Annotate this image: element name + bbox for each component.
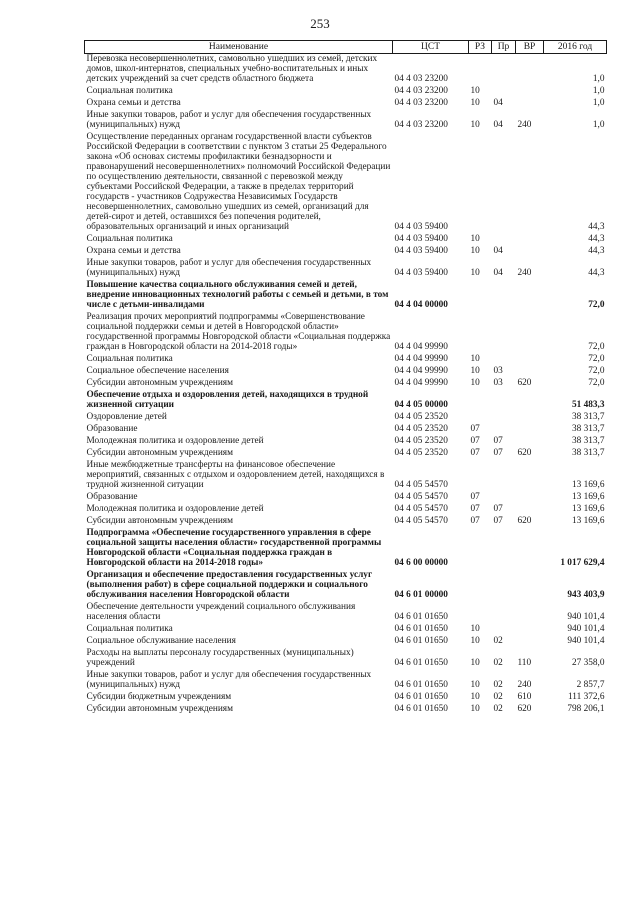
table-row [85, 110, 607, 132]
row-name: Охрана семьи и детства [86, 98, 181, 108]
row-pr [492, 424, 516, 436]
row-cst: 04 6 01 01650 [394, 624, 448, 634]
row-cst: 04 6 01 00000 [394, 590, 448, 600]
budget-table [84, 40, 607, 716]
row-amount: 13 169,6 [571, 480, 605, 490]
row-amount: 38 313,7 [571, 412, 605, 422]
row-cst: 04 4 03 23200 [394, 74, 448, 84]
row-vr: 240 [517, 268, 532, 278]
row-name: Повышение качества социального обслуживания семей и детей, внедрение инновационных технологий работы с семьей и детьми, в том числе с детьми-инвалидами [86, 280, 389, 310]
row-pr [492, 234, 516, 246]
row-vr [516, 602, 544, 624]
row-rz: 10 [470, 86, 480, 96]
row-cst: 04 4 03 23200 [394, 98, 448, 108]
table-row [85, 86, 607, 98]
row-amount: 72,0 [588, 366, 605, 376]
row-pr: 07 [493, 504, 503, 514]
row-cst: 04 4 03 23200 [394, 86, 448, 96]
row-amount: 13 169,6 [571, 504, 605, 514]
row-vr [516, 312, 544, 354]
row-name: Реализация прочих мероприятий подпрограммы «Совершенствование социальной поддержки семьи и детей в Новгородской области» государственной программы Новгородской области «Социальная поддержка граждан в Новгородской области на 2014-2018 годы» [86, 312, 391, 352]
row-cst: 04 6 01 01650 [394, 704, 448, 714]
table-row [85, 390, 607, 412]
row-vr: 610 [517, 692, 532, 702]
row-amount: 72,0 [588, 354, 605, 364]
row-name: Иные закупки товаров, работ и услуг для обеспечения государственных (муниципальных) нужд [86, 670, 372, 690]
table-row [85, 378, 607, 390]
row-cst: 04 6 01 01650 [394, 680, 448, 690]
row-vr [516, 54, 544, 87]
row-rz: 10 [470, 704, 480, 714]
row-rz: 10 [470, 268, 480, 278]
row-cst: 04 4 04 99990 [394, 342, 448, 352]
row-pr: 07 [493, 516, 503, 526]
row-amount: 798 206,1 [567, 704, 605, 714]
table-row [85, 132, 607, 234]
row-rz: 10 [470, 692, 480, 702]
row-pr: 04 [493, 120, 503, 130]
row-rz [469, 528, 492, 570]
table-row [85, 448, 607, 460]
row-pr [492, 570, 516, 602]
row-cst: 04 6 01 01650 [394, 692, 448, 702]
row-cst: 04 4 04 99990 [394, 354, 448, 364]
row-name: Иные закупки товаров, работ и услуг для обеспечения государственных (муниципальных) нужд [86, 110, 372, 130]
row-name: Субсидии автономным учреждениям [86, 448, 233, 458]
row-cst: 04 4 05 00000 [394, 400, 448, 410]
row-vr: 620 [517, 378, 532, 388]
row-cst: 04 4 04 99990 [394, 366, 448, 376]
row-vr [516, 528, 544, 570]
row-pr: 04 [493, 246, 503, 256]
row-pr [492, 132, 516, 234]
row-pr: 02 [493, 692, 503, 702]
row-amount: 44,3 [588, 234, 605, 244]
row-cst: 04 4 05 23520 [394, 412, 448, 422]
row-name: Обеспечение деятельности учреждений социального обслуживания населения области [86, 602, 356, 622]
row-pr [492, 390, 516, 412]
row-name: Осуществление переданных органам государственной власти субъектов Российской Федерации в соответствии с пунктом 3 статьи 25 Федерального закона «Об основах системы профилактики безнадзорности и правонарушений несовершеннолетних» полномочий Российской Федерации по осуществлению деятельности, связанной с перевозкой между субъектами Российской Федерации, а также в пределах территорий государств - участников Содружества Независимых Государств несовершеннолетних, самовольно ушедших из семей, организаций для детей-сирот и детей, оставшихся без попечения родителей, образовательных организаций и иных организаций [86, 132, 391, 232]
row-rz [469, 132, 492, 234]
row-amount: 13 169,6 [571, 516, 605, 526]
row-cst: 04 4 05 54570 [394, 492, 448, 502]
table-row [85, 436, 607, 448]
table-row [85, 692, 607, 704]
row-name: Субсидии автономным учреждениям [86, 378, 233, 388]
row-rz: 10 [470, 680, 480, 690]
row-cst: 04 4 03 59400 [394, 222, 448, 232]
row-cst: 04 4 03 59400 [394, 234, 448, 244]
row-name: Иные межбюджетные трансферты на финансовое обеспечение мероприятий, связанных с отдыхом и оздоровлением детей, находящихся в трудной жизненной ситуации [86, 460, 385, 490]
header-year: 2016 год [544, 41, 607, 54]
row-pr [492, 624, 516, 636]
table-row [85, 516, 607, 528]
row-pr: 07 [493, 448, 503, 458]
row-vr [516, 412, 544, 424]
row-amount: 940 101,4 [567, 612, 605, 622]
table-row [85, 366, 607, 378]
row-name: Расходы на выплаты персоналу государственных (муниципальных) учреждений [86, 648, 354, 668]
row-rz: 07 [470, 424, 480, 434]
page-number: 253 [310, 16, 330, 31]
row-cst: 04 4 05 23520 [394, 424, 448, 434]
row-cst: 04 4 05 23520 [394, 436, 448, 446]
row-amount: 44,3 [588, 246, 605, 256]
row-vr [516, 424, 544, 436]
row-amount: 943 403,9 [567, 590, 605, 600]
row-cst: 04 4 03 23200 [394, 120, 448, 130]
row-amount: 1,0 [592, 98, 605, 108]
table-row [85, 636, 607, 648]
header-cst: ЦСТ [393, 41, 469, 54]
row-pr: 07 [493, 436, 503, 446]
row-pr [492, 54, 516, 87]
row-vr: 620 [517, 516, 532, 526]
row-vr [516, 132, 544, 234]
row-rz: 10 [470, 658, 480, 668]
table-body [85, 54, 607, 717]
row-name: Образование [86, 492, 138, 502]
row-vr: 110 [517, 658, 532, 668]
row-amount: 72,0 [588, 342, 605, 352]
row-vr [516, 504, 544, 516]
row-cst: 04 6 00 00000 [394, 558, 448, 568]
row-rz [469, 390, 492, 412]
row-name: Социальная политика [86, 624, 173, 634]
row-pr [492, 528, 516, 570]
row-pr [492, 460, 516, 492]
header-name: Наименование [85, 41, 393, 54]
table-row [85, 648, 607, 670]
row-name: Организация и обеспечение предоставления государственных услуг (выполнения работ) в сфере социальной поддержки и социального обслуживания населения Новгородской области [86, 570, 373, 600]
row-rz: 10 [470, 378, 480, 388]
row-cst: 04 6 01 01650 [394, 636, 448, 646]
row-cst: 04 4 05 54570 [394, 516, 448, 526]
row-name: Образование [86, 424, 138, 434]
table-row [85, 412, 607, 424]
row-amount: 51 483,3 [571, 400, 605, 410]
row-vr [516, 246, 544, 258]
row-rz: 10 [470, 624, 480, 634]
row-name: Социальная политика [86, 354, 173, 364]
row-vr [516, 234, 544, 246]
row-vr [516, 492, 544, 504]
row-amount: 13 169,6 [571, 492, 605, 502]
row-amount: 38 313,7 [571, 448, 605, 458]
row-pr: 02 [493, 636, 503, 646]
row-amount: 1,0 [592, 74, 605, 84]
row-amount: 44,3 [588, 222, 605, 232]
row-amount: 72,0 [588, 300, 605, 310]
row-name: Социальная политика [86, 86, 173, 96]
row-amount: 1 017 629,4 [560, 558, 605, 568]
table-row [85, 704, 607, 716]
row-pr: 02 [493, 680, 503, 690]
row-rz: 10 [470, 234, 480, 244]
row-pr: 03 [493, 366, 503, 376]
row-name: Молодежная политика и оздоровление детей [86, 436, 264, 446]
table-row [85, 54, 607, 87]
row-rz: 07 [470, 504, 480, 514]
table-row [85, 602, 607, 624]
table-row [85, 492, 607, 504]
row-rz: 07 [470, 436, 480, 446]
row-pr [492, 86, 516, 98]
row-name: Молодежная политика и оздоровление детей [86, 504, 264, 514]
row-name: Перевозка несовершеннолетних, самовольно ушедших из семей, детских домов, школ-интернатов, специальных учебно-воспитательных и иных детских учреждений за счет средств областного бюджета [86, 54, 378, 84]
row-name: Обеспечение отдыха и оздоровления детей, находящихся в трудной жизненной ситуации [86, 390, 369, 410]
row-cst: 04 4 05 54570 [394, 504, 448, 514]
row-amount: 38 313,7 [571, 436, 605, 446]
table-row [85, 504, 607, 516]
row-vr [516, 354, 544, 366]
header-pr: Пр [492, 41, 516, 54]
row-rz [469, 312, 492, 354]
row-vr [516, 98, 544, 110]
row-vr: 240 [517, 680, 532, 690]
row-rz [469, 460, 492, 492]
table-row [85, 312, 607, 354]
row-pr [492, 602, 516, 624]
row-vr [516, 570, 544, 602]
row-pr: 03 [493, 378, 503, 388]
table-row [85, 570, 607, 602]
row-name: Иные закупки товаров, работ и услуг для обеспечения государственных (муниципальных) нужд [86, 258, 372, 278]
row-vr [516, 636, 544, 648]
row-name: Социальное обслуживание населения [86, 636, 236, 646]
row-amount: 940 101,4 [567, 624, 605, 634]
row-cst: 04 6 01 01650 [394, 658, 448, 668]
row-cst: 04 4 03 59400 [394, 246, 448, 256]
row-rz [469, 280, 492, 312]
table-header [85, 41, 607, 54]
table-row [85, 258, 607, 280]
row-cst: 04 6 01 01650 [394, 612, 448, 622]
table-row [85, 280, 607, 312]
row-pr [492, 312, 516, 354]
row-vr [516, 86, 544, 98]
row-amount: 1,0 [592, 86, 605, 96]
row-rz: 07 [470, 516, 480, 526]
table-row [85, 528, 607, 570]
table-row [85, 424, 607, 436]
row-amount: 27 358,0 [571, 658, 605, 668]
row-vr: 240 [517, 120, 532, 130]
row-amount: 72,0 [588, 378, 605, 388]
row-amount: 38 313,7 [571, 424, 605, 434]
row-pr [492, 492, 516, 504]
table-row [85, 670, 607, 692]
row-rz [469, 54, 492, 87]
row-cst: 04 4 05 23520 [394, 448, 448, 458]
row-vr: 620 [517, 448, 532, 458]
row-rz [469, 570, 492, 602]
row-pr: 02 [493, 658, 503, 668]
row-name: Оздоровление детей [86, 412, 167, 422]
row-amount: 44,3 [588, 268, 605, 278]
row-rz [469, 412, 492, 424]
row-name: Социальная политика [86, 234, 173, 244]
row-name: Субсидии автономным учреждениям [86, 704, 233, 714]
row-vr [516, 390, 544, 412]
row-rz: 10 [470, 366, 480, 376]
row-vr [516, 366, 544, 378]
row-amount: 1,0 [592, 120, 605, 130]
row-rz: 10 [470, 120, 480, 130]
table-row [85, 98, 607, 110]
row-amount: 940 101,4 [567, 636, 605, 646]
row-vr [516, 280, 544, 312]
row-name: Социальное обеспечение населения [86, 366, 229, 376]
row-amount: 2 857,7 [576, 680, 605, 690]
table-row [85, 624, 607, 636]
row-name: Охрана семьи и детства [86, 246, 181, 256]
row-rz: 10 [470, 636, 480, 646]
row-rz: 10 [470, 354, 480, 364]
row-pr: 04 [493, 268, 503, 278]
row-vr [516, 624, 544, 636]
row-cst: 04 4 05 54570 [394, 480, 448, 490]
row-rz [469, 602, 492, 624]
row-amount: 111 372,6 [568, 692, 605, 702]
row-vr [516, 460, 544, 492]
header-rz: РЗ [469, 41, 492, 54]
table-row [85, 460, 607, 492]
header-vr: ВР [516, 41, 544, 54]
row-rz: 07 [470, 492, 480, 502]
row-name: Подпрограмма «Обеспечение государственного управления в сфере социальной защиты населения области» государственной программы Новгородской области «Социальная поддержка граждан в Новгородской области на 2014-2018 годы» [86, 528, 382, 568]
row-vr [516, 436, 544, 448]
row-cst: 04 4 03 59400 [394, 268, 448, 278]
row-name: Субсидии бюджетным учреждениям [86, 692, 232, 702]
row-pr [492, 412, 516, 424]
table-row [85, 246, 607, 258]
row-cst: 04 4 04 00000 [394, 300, 448, 310]
row-rz: 10 [470, 246, 480, 256]
row-pr: 02 [493, 704, 503, 714]
row-name: Субсидии автономным учреждениям [86, 516, 233, 526]
table-row [85, 354, 607, 366]
row-pr [492, 280, 516, 312]
row-rz: 10 [470, 98, 480, 108]
row-cst: 04 4 04 99990 [394, 378, 448, 388]
row-rz: 07 [470, 448, 480, 458]
row-vr: 620 [517, 704, 532, 714]
row-pr [492, 354, 516, 366]
row-pr: 04 [493, 98, 503, 108]
table-row [85, 234, 607, 246]
